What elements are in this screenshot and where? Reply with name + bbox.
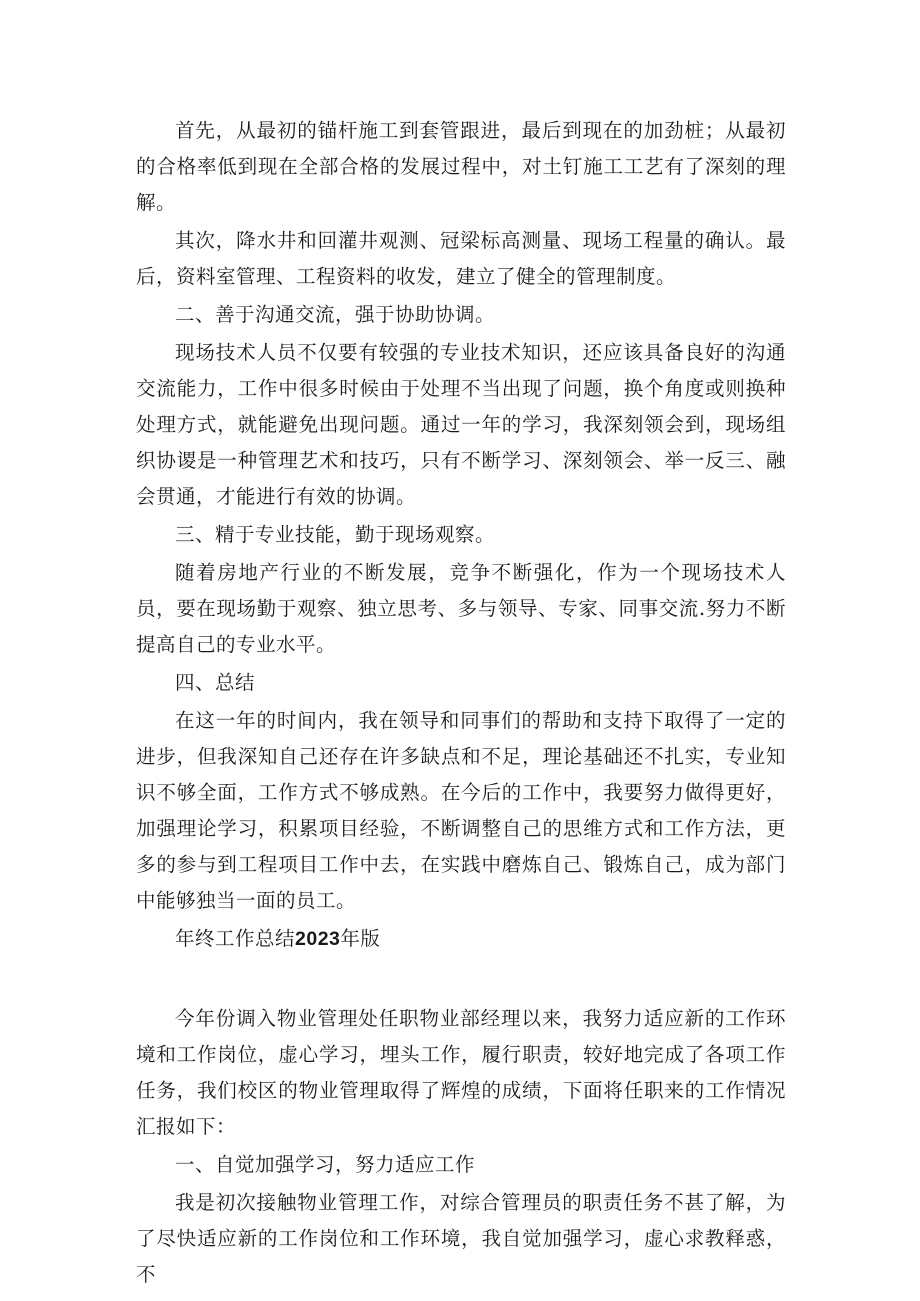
section-gap — [136, 957, 786, 1001]
document-body — [136, 113, 786, 1295]
paragraph-observation: 其次，降水井和回灌井观测、冠梁标高测量、现场工程量的确认。最后，资料室管理、工程资料的收发，建立了健全的管理制度。 — [136, 229, 786, 288]
title-year: 2023 — [295, 928, 341, 950]
paragraph-communication: 现场技术人员不仅要有较强的专业技术知识，还应该具备良好的沟通交流能力，工作中很多时候由于处理不当出现了问题，换个角度或则换种处理方式，就能避免出现问题。通过一年的学习，我深刻领会到，现场组织协谡是一种管理艺术和技巧，只有不断学习、深刻领会、举一反三、融会贯通，才能进行有效的协调。 — [136, 341, 786, 508]
paragraph-skills: 随着房地产行业的不断发展，竞争不断强化，作为一个现场技术人员，要在现场勤于观察、独立思考、多与领导、专家、同事交流.努力不断提高自己的专业水平。 — [136, 561, 786, 656]
section-heading-summary: 四、总结 — [175, 671, 256, 694]
section-heading-learning: 一、自觉加强学习，努力适应工作 — [175, 1153, 476, 1176]
paragraph-learning: 我是初次接触物业管理工作，对综合管理员的职责任务不甚了解，为了尽快适应新的工作岗位和工作环境，我自觉加强学习，虚心求教释惑，不 — [136, 1191, 786, 1286]
paragraph-summary: 在这一年的时间内，我在领导和同事们的帮助和支持下取得了一定的进步，但我深知自己还存在许多缺点和不足，理论基础还不扎实，专业知识不够全面，工作方式不够成熟。在今后的工作中，我要努力做得更好，加强理论学习，积累项目经验，不断调整自己的思维方式和工作方法，更多的参与到工程项目工作中去，在实践中磨炼自己、锻炼自己，成为部门中能够独当一面的员工。 — [136, 709, 786, 912]
section-heading-skills: 三、精于专业技能，勤于现场观察。 — [175, 523, 496, 546]
paragraph-intro: 今年份调入物业管理处任职物业部经理以来，我努力适应新的工作环境和工作岗位，虚心学习，埋头工作，履行职责，较好地完成了各项工作任务，我们校区的物业管理取得了辉煌的成绩，下面将任职来的工作情况汇报如下： — [136, 1007, 786, 1138]
title-suffix: 年版 — [340, 927, 381, 950]
paragraph-anchor-rod: 首先，从最初的锚杆施工到套管跟进，最后到现在的加劲桩；从最初的合格率低到现在全部合格的发展过程中，对土钉施工工艺有了深刻的理解。 — [136, 119, 786, 214]
document-title — [136, 921, 786, 957]
title-prefix: 年终工作总结 — [175, 927, 296, 950]
section-heading-communication: 二、善于沟通交流，强于协助协调。 — [175, 303, 496, 326]
